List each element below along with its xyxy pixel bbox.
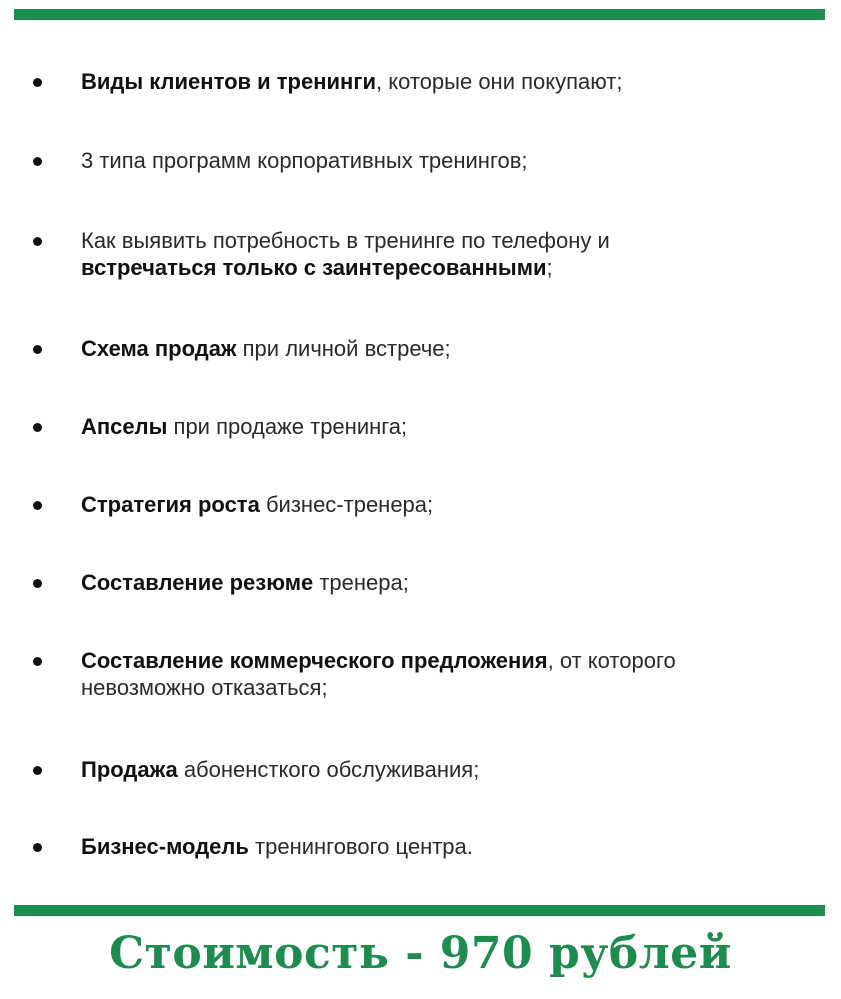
item-text: ; [546,255,553,280]
item-bold: Составление резюме [81,570,314,595]
item-bold: Составление коммерческого предложения [81,648,548,673]
bullet-dot [33,78,42,87]
item-text: абоненсткого обслуживания; [177,757,480,782]
item-bold: Апселы [81,414,168,439]
bullet-dot [33,345,42,354]
item-bold: Виды клиентов и тренинги [81,69,377,94]
bottom-divider [14,905,825,916]
bullet-dot [33,157,42,166]
item-text: тренингового центра. [248,834,473,859]
item-bold: встречаться только с заинтересованными [81,255,547,280]
item-text: при продаже тренинга; [167,414,408,439]
price-heading: Стоимость - 970 рублей [109,928,732,979]
item-text: при личной встрече; [236,336,451,361]
item-bold: Стратегия роста [81,492,260,517]
item-text: 3 типа программ корпоративных тренингов; [81,148,528,173]
item-bold: Бизнес-модель [81,834,249,859]
bullet-dot [33,657,42,666]
bullet-dot [33,843,42,852]
bullet-dot [33,423,42,432]
item-text: , которые они покупают; [376,69,623,94]
item-bold: Продажа [81,757,178,782]
bullet-dot [33,766,42,775]
item-text: тренера; [313,570,409,595]
item-text: бизнес-тренера; [259,492,434,517]
top-divider [14,9,825,20]
item-bold: Схема продаж [81,336,237,361]
item-text-lead: Как выявить потребность в тренинге по телефону и [81,228,610,253]
bullet-dot [33,237,42,246]
bullet-dot [33,501,42,510]
bullet-dot [33,579,42,588]
item-text: , от которого невозможно отказаться; [81,648,676,700]
